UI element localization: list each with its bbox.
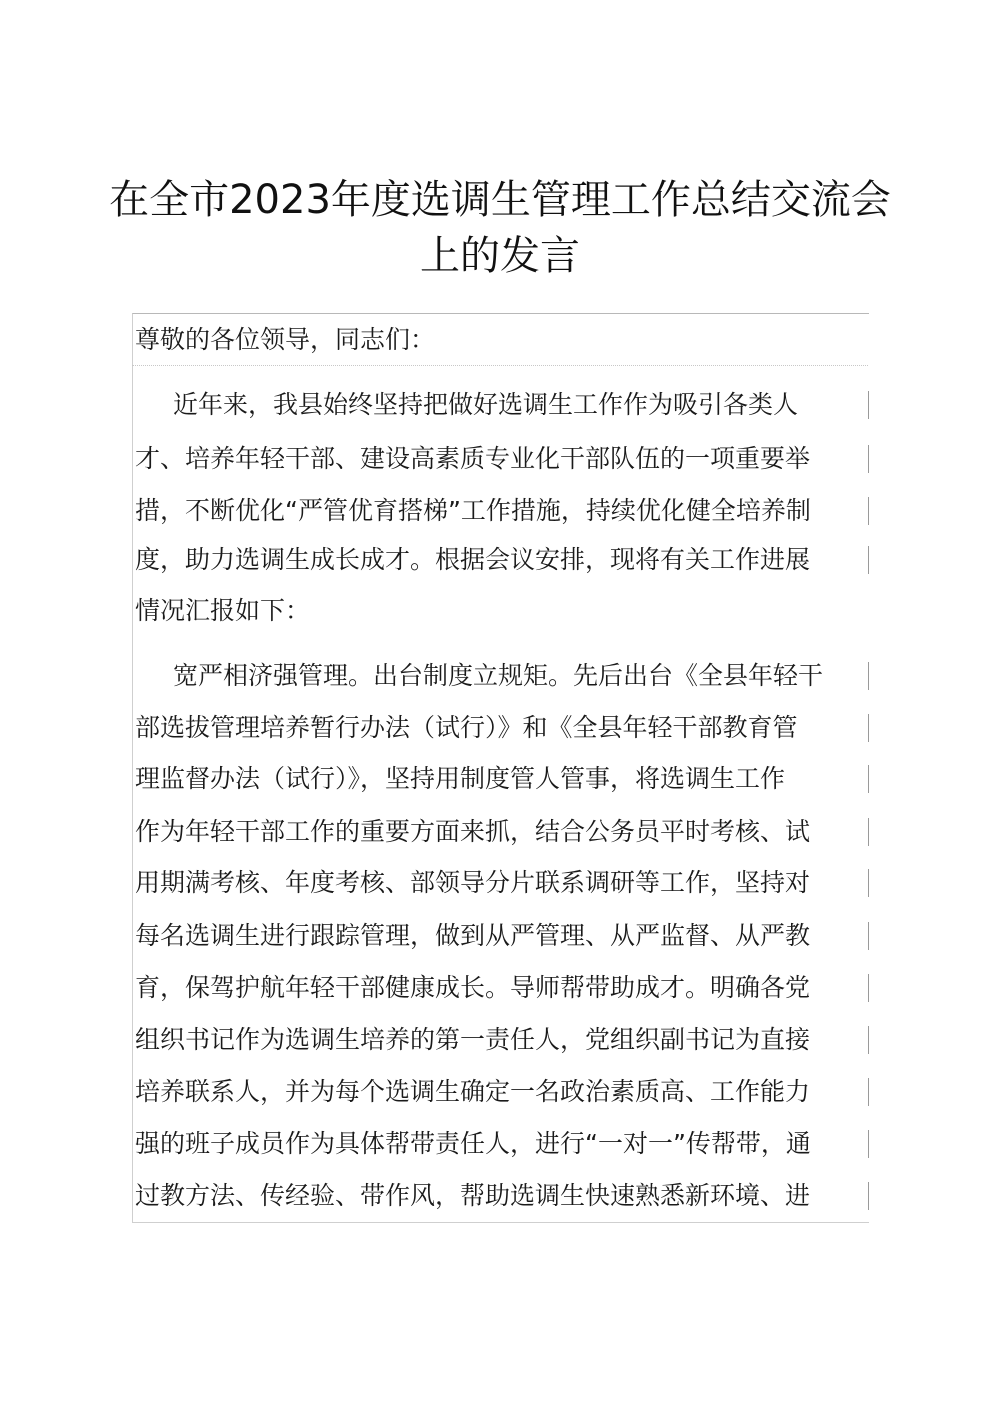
paragraph-2-line-3: 理监督办法（试行）》，坚持用制度管人管事，将选调生工作 — [135, 764, 786, 793]
line-end-marker — [868, 1130, 869, 1158]
paragraph-1-line-1: 近年来，我县始终坚持把做好选调生工作作为吸引各类人 — [173, 390, 799, 419]
paragraph-2-line-6: 每名选调生进行跟踪管理，做到从严管理、从严监督、从严教 — [135, 921, 811, 950]
paragraph-2-line-10: 强的班子成员作为具体帮带责任人，进行“一对一”传帮带，通 — [135, 1129, 811, 1158]
salutation-separator — [132, 365, 868, 366]
paragraph-2-line-11: 过教方法、传经验、带作风，帮助选调生快速熟悉新环境、进 — [135, 1181, 811, 1210]
line-end-marker — [868, 1078, 869, 1106]
line-end-marker — [868, 1026, 869, 1054]
line-end-marker — [868, 445, 869, 473]
line-end-marker — [868, 662, 869, 690]
title-line-1: 在全市2023年度选调生管理工作总结交流会 — [109, 177, 891, 223]
paragraph-2-line-5: 用期满考核、年度考核、部领导分片联系调研等工作，坚持对 — [135, 868, 811, 897]
title-line-2: 上的发言 — [420, 233, 580, 279]
document-title — [100, 172, 900, 284]
line-end-marker — [868, 497, 869, 525]
paragraph-2-line-8: 组织书记作为选调生培养的第一责任人，党组织副书记为直接 — [135, 1025, 811, 1054]
line-end-marker — [868, 869, 869, 897]
paragraph-1-line-3: 措，不断优化“严管优育搭梯”工作措施，持续优化健全培养制 — [135, 496, 811, 525]
paragraph-2-line-1: 宽严相济强管理。出台制度立规矩。先后出台《全县年轻干 — [173, 661, 824, 690]
paragraph-1-line-5: 情况汇报如下： — [135, 596, 311, 625]
line-end-marker — [868, 546, 869, 574]
salutation: 尊敬的各位领导，同志们： — [135, 325, 436, 354]
paragraph-1-line-4: 度，助力选调生成长成才。根据会议安排，现将有关工作进展 — [135, 545, 811, 574]
line-end-marker — [868, 818, 869, 846]
line-end-marker — [868, 714, 869, 742]
line-end-marker — [868, 922, 869, 950]
line-end-marker — [868, 765, 869, 793]
paragraph-1-line-2: 才、培养年轻干部、建设高素质专业化干部队伍的一项重要举 — [135, 444, 811, 473]
paragraph-2-line-4: 作为年轻干部工作的重要方面来抓，结合公务员平时考核、试 — [135, 817, 811, 846]
line-end-marker — [868, 391, 869, 419]
paragraph-2-line-2: 部选拔管理培养暂行办法（试行）》和《全县年轻干部教育管 — [135, 713, 798, 742]
line-end-marker — [868, 1182, 869, 1210]
paragraph-2-line-9: 培养联系人，并为每个选调生确定一名政治素质高、工作能力 — [135, 1077, 811, 1106]
line-end-marker — [868, 974, 869, 1002]
paragraph-2-line-7: 育，保驾护航年轻干部健康成长。导师帮带助成才。明确各党 — [135, 973, 811, 1002]
